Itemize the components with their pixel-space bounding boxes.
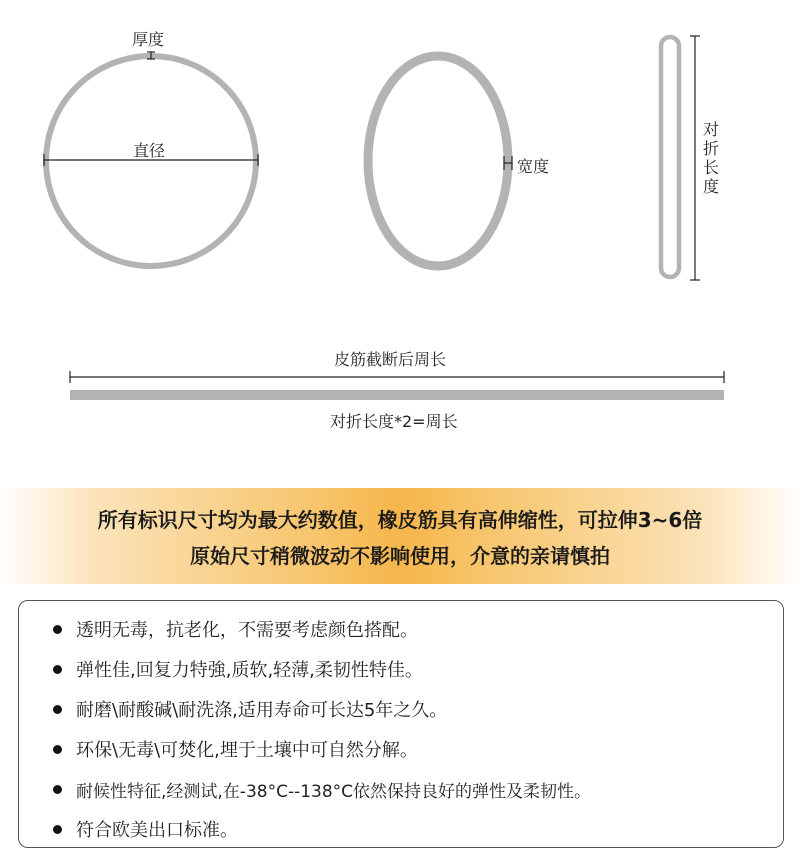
feature-text: 透明无毒，抗老化，不需要考虑颜色搭配。: [76, 620, 418, 641]
formula-label: 对折长度*2=周长: [330, 412, 458, 431]
cut-band: [70, 390, 724, 400]
cut-perimeter-label: 皮筋截断后周长: [334, 350, 447, 369]
feature-text: 符合欧美出口标准。: [76, 820, 238, 841]
bullet-icon: [53, 825, 62, 834]
feature-item: [19, 609, 783, 649]
cut-perimeter-line: [70, 371, 724, 383]
bullet-icon: [53, 665, 62, 674]
feature-box: [18, 600, 784, 848]
round-ring: [46, 56, 256, 266]
folded-band: [661, 37, 679, 277]
feature-text: 弹性佳,回复力特強,质软,轻薄,柔韧性特佳。: [76, 660, 423, 681]
width-label: 宽度: [517, 157, 550, 176]
feature-list: [19, 609, 783, 849]
feature-item: [19, 689, 783, 729]
bullet-icon: [53, 625, 62, 634]
feature-item: [19, 809, 783, 849]
feature-text: 耐候性特征,经测试,在-38°C--138°C依然保持良好的弹性及柔韧性。: [76, 781, 592, 802]
oval-ring: [368, 56, 508, 266]
diameter-label: 直径: [133, 141, 166, 160]
feature-item: [19, 729, 783, 769]
bullet-icon: [53, 745, 62, 754]
notice-line-2: 原始尺寸稍微波动不影响使用，介意的亲请慎拍: [190, 544, 610, 568]
feature-text: 耐磨\耐酸碱\耐洗涤,适用寿命可长达5年之久。: [76, 700, 448, 721]
feature-item: [19, 769, 783, 809]
notice-line-1: 所有标识尺寸均为最大约数值，橡皮筋具有高伸缩性，可拉伸3~6倍: [97, 508, 703, 532]
bullet-icon: [53, 785, 62, 794]
thickness-label: 厚度: [132, 30, 165, 49]
folded-length-line: [690, 36, 700, 280]
feature-item: [19, 649, 783, 689]
bullet-icon: [53, 705, 62, 714]
notice-banner: [0, 488, 800, 584]
feature-text: 环保\无毒\可焚化,埋于土壤中可自然分解。: [76, 740, 418, 761]
folded-length-label: 对折长度: [702, 120, 719, 196]
